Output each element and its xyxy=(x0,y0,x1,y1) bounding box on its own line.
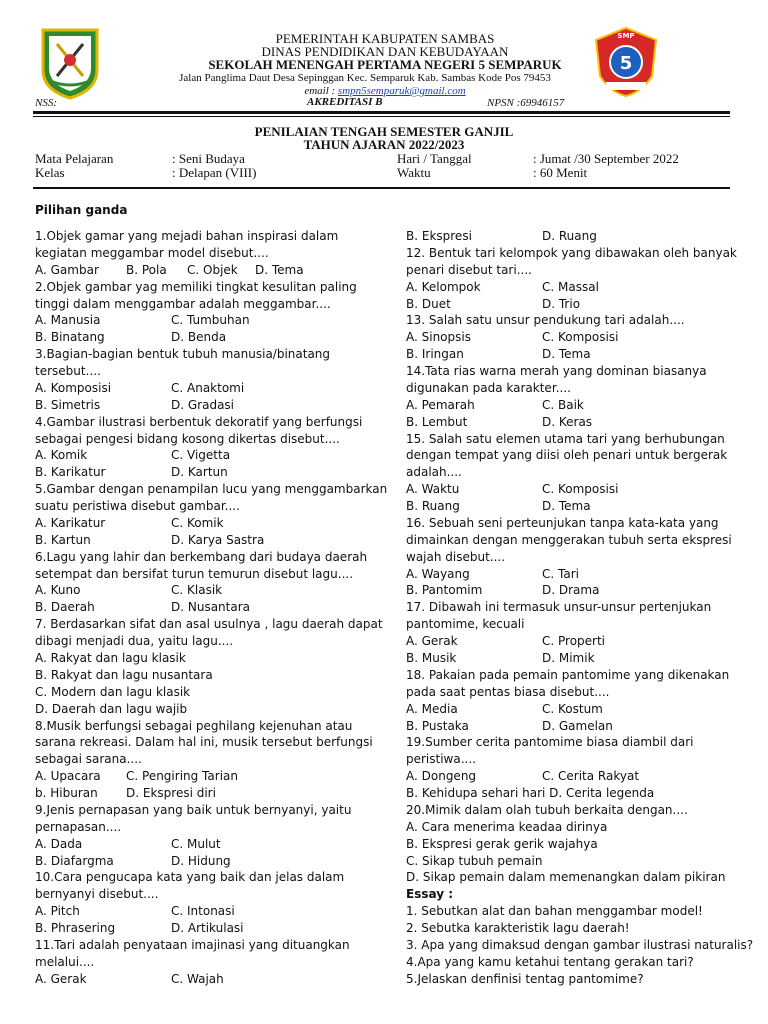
question-text: pada saat pentas biasa disebut.... xyxy=(406,684,610,699)
answer-option: C. Mulut xyxy=(171,836,221,851)
question-text: B. Kehidupa sehari hari D. Cerita legenda xyxy=(406,786,655,801)
answer-option: B. Duet xyxy=(406,296,451,311)
question-text: digunakan pada karakter.... xyxy=(406,380,571,395)
answer-option: B. Ekspresi xyxy=(406,229,472,243)
section-title: Pilihan ganda xyxy=(35,203,128,217)
answer-option: B. Binatang xyxy=(35,330,105,345)
answer-option: B. Karikatur xyxy=(35,465,106,480)
question-text: C. Sikap tubuh pemain xyxy=(406,853,543,868)
answer-option: B. Pantomim xyxy=(406,583,483,598)
question-text: pernapasan.... xyxy=(35,819,122,834)
question-text: A. Rakyat dan lagu klasik xyxy=(35,651,186,665)
answer-option: C. Tumbuhan xyxy=(171,313,250,328)
answer-option: C. Komposisi xyxy=(542,482,619,497)
question-text: 8.Musik berfungsi sebagai peghilang kejenuhan atau xyxy=(35,718,353,733)
question-text: 15. Salah satu elemen utama tari yang berhubungan xyxy=(406,431,725,446)
question-text: dimainkan dengan menggerakan tubuh serta ekspresi xyxy=(406,532,732,547)
exam-title: PENILAIAN TENGAH SEMESTER GANJIL xyxy=(254,124,514,139)
email-link[interactable]: smpn5semparuk@gmail.com xyxy=(337,85,466,97)
class-label: Kelas xyxy=(35,165,65,180)
question-text: 18. Pakaian pada pemain pantomime yang dikenakan xyxy=(406,667,730,682)
question-text: wajah disebut.... xyxy=(406,549,506,564)
nss-label: NSS: xyxy=(35,97,57,109)
question-text: 2. Sebutka karakteristik lagu daerah! xyxy=(406,921,630,936)
question-text: 4.Gambar ilustrasi berbentuk dekoratif yang berfungsi xyxy=(35,414,363,429)
answer-option: A. Media xyxy=(406,701,458,716)
answer-option: A. Pitch xyxy=(35,904,80,919)
question-text: C. Modern dan lagu klasik xyxy=(35,684,191,699)
question-text: B. Rakyat dan lagu nusantara xyxy=(35,667,213,682)
question-text: 13. Salah satu unsur pendukung tari adalah.... xyxy=(406,313,685,328)
answer-option: C. Klasik xyxy=(171,583,223,598)
answer-option: C. Properti xyxy=(542,634,606,649)
time-value: : 60 Menit xyxy=(533,165,588,180)
header-divider-thin xyxy=(33,116,730,117)
question-text: D. Daerah dan lagu wajib xyxy=(35,701,188,716)
answer-option: A. Dongeng xyxy=(406,769,477,784)
header-address: Jalan Panglima Daut Desa Sepinggan Kec. Semparuk Kab. Sambas Kode Pos 79453 xyxy=(179,72,551,84)
svg-text:SMP: SMP xyxy=(617,32,635,40)
answer-option: C. Massal xyxy=(542,279,599,294)
answer-option: B. Ruang xyxy=(406,499,460,514)
header-line-2: DINAS PENDIDIKAN DAN KEBUDAYAAN xyxy=(261,44,509,59)
answer-option: C. Kostum xyxy=(542,701,603,716)
question-text: 19.Sumber cerita pantomime biasa diambil dari xyxy=(406,735,694,750)
question-text: adalah.... xyxy=(406,465,462,480)
question-text: setempat dan bersifat turun temurun disebut lagu.... xyxy=(35,566,354,581)
header-school-name: SEKOLAH MENENGAH PERTAMA NEGERI 5 SEMPARUK xyxy=(208,57,562,72)
answer-option: A. Manusia xyxy=(35,313,101,328)
question-text: 20.Mimik dalam olah tubuh berkaita dengan.... xyxy=(406,802,688,817)
answer-option: B. Phrasering xyxy=(35,921,116,936)
answer-option: b. Hiburan xyxy=(35,786,98,801)
answer-option: B. Simetris xyxy=(35,397,101,412)
answer-option: C. Intonasi xyxy=(171,904,235,919)
question-text: 5.Jelaskan denfinisi tentag pantomime? xyxy=(406,971,644,986)
question-text: 9.Jenis pernapasan yang baik untuk bernyanyi, yaitu xyxy=(35,802,352,817)
question-text: bernyanyi disebut.... xyxy=(35,887,159,902)
answer-option: D. Kartun xyxy=(171,465,228,480)
answer-option: D. Ekspresi diri xyxy=(126,786,216,801)
answer-option: B. Musik xyxy=(406,651,457,665)
question-text: 6.Lagu yang lahir dan berkembang dari budaya daerah xyxy=(35,549,368,564)
question-text: 14.Tata rias warna merah yang dominan biasanya xyxy=(406,364,707,379)
answer-option: C. Anaktomi xyxy=(171,380,245,395)
answer-option: D. Tema xyxy=(542,347,591,362)
answer-option: B. Daerah xyxy=(35,600,95,615)
header-divider-thick xyxy=(33,111,730,114)
header-line-1: PEMERINTAH KABUPATEN SAMBAS xyxy=(275,31,495,46)
question-text: 3.Bagian-bagian bentuk tubuh manusia/binatang xyxy=(35,347,331,362)
answer-option: C. Komik xyxy=(171,515,224,530)
question-text: 17. Dibawah ini termasuk unsur-unsur pertenjukan xyxy=(406,600,712,615)
answer-option: D. Mimik xyxy=(542,651,595,665)
left-logo xyxy=(39,26,101,100)
question-text: dengan tempat yang diisi oleh penari untuk bergerak xyxy=(406,448,728,463)
question-text: kegiatan meggambar model disebut.... xyxy=(35,245,269,260)
question-text: 1. Sebutkan alat dan bahan menggambar model! xyxy=(406,904,703,919)
akreditasi-label: AKREDITASI B xyxy=(307,96,383,108)
answer-option: D. Keras xyxy=(542,414,593,429)
answer-option: D. Artikulasi xyxy=(171,921,244,936)
answer-option: A. Karikatur xyxy=(35,515,106,530)
answer-option: A. Kelompok xyxy=(406,279,481,294)
answer-option: D. Gamelan xyxy=(542,718,613,733)
question-text: penari disebut tari.... xyxy=(406,262,532,277)
answer-option: C. Cerita Rakyat xyxy=(542,769,640,784)
question-text: melalui.... xyxy=(35,954,95,969)
subject-label: Mata Pelajaran xyxy=(35,151,114,166)
question-text: 11.Tari adalah penyataan imajinasi yang dituangkan xyxy=(35,937,350,952)
time-label: Waktu xyxy=(397,165,431,180)
answer-option: D. Nusantara xyxy=(171,600,251,615)
answer-option: D. Karya Sastra xyxy=(171,532,265,547)
question-text: A. Cara menerima keadaa dirinya xyxy=(406,819,608,834)
answer-option: A. Kuno xyxy=(35,583,81,598)
question-text: 5.Gambar dengan penampilan lucu yang menggambarkan xyxy=(35,482,388,497)
answer-option: C. Objek xyxy=(187,262,238,277)
answer-option: C. Wajah xyxy=(171,971,224,986)
answer-option: D. Tema xyxy=(542,499,591,514)
question-text: pantomime, kecuali xyxy=(406,617,525,632)
question-text: 3. Apa yang dimaksud dengan gambar ilustrasi naturalis? xyxy=(406,937,754,952)
question-text: suatu peristiwa disebut gambar.... xyxy=(35,499,240,514)
day-value: : Jumat /30 September 2022 xyxy=(533,151,679,166)
info-divider xyxy=(33,187,730,189)
question-text: peristiwa.... xyxy=(406,752,476,767)
subject-value: : Seni Budaya xyxy=(172,151,245,166)
answer-option: A. Gambar xyxy=(35,262,99,277)
regency-emblem-icon xyxy=(39,26,101,100)
answer-option: C. Baik xyxy=(542,397,584,412)
answer-option: C. Vigetta xyxy=(171,448,231,463)
answer-option: D. Trio xyxy=(542,296,581,311)
answer-option: D. Drama xyxy=(542,583,600,598)
answer-option: A. Gerak xyxy=(406,634,458,649)
answer-option: B. Iringan xyxy=(406,347,464,362)
question-text: dibagi menjadi dua, yaitu lagu.... xyxy=(35,634,234,649)
question-text: 7. Berdasarkan sifat dan asal usulnya , lagu daerah dapat xyxy=(35,617,383,632)
answer-option: B. Diafargma xyxy=(35,853,114,868)
question-text: B. Ekspresi gerak gerik wajahya xyxy=(406,836,598,851)
answer-option: B. Pustaka xyxy=(406,718,469,733)
answer-option: B. Pola xyxy=(126,262,167,277)
svg-text:5: 5 xyxy=(619,53,633,74)
question-text: 10.Cara pengucapa kata yang baik dan jelas dalam xyxy=(35,870,345,885)
npsn-label: NPSN :69946157 xyxy=(487,97,565,109)
answer-option: A. Komik xyxy=(35,448,88,463)
day-label: Hari / Tanggal xyxy=(397,151,472,166)
answer-option: C. Komposisi xyxy=(542,330,619,345)
answer-option: A. Wayang xyxy=(406,566,470,581)
question-text: D. Sikap pemain dalam memenangkan dalam pikiran xyxy=(406,870,726,885)
question-text: sarana rekreasi. Dalam hal ini, musik tersebut berfungsi xyxy=(35,735,373,750)
exam-year: TAHUN AJARAN 2022/2023 xyxy=(303,137,465,152)
answer-option: C. Pengiring Tarian xyxy=(126,769,238,784)
answer-option: D. Tema xyxy=(255,262,304,277)
answer-option: C. Tari xyxy=(542,566,579,581)
question-text: 16. Sebuah seni perteunjukan tanpa kata-kata yang xyxy=(406,515,719,530)
question-text: tinggi dalam menggambar adalah meggambar.... xyxy=(35,296,331,311)
answer-option: D. Ruang xyxy=(542,229,597,243)
essay-heading: Essay : xyxy=(406,887,454,902)
answer-option: A. Komposisi xyxy=(35,380,112,395)
answer-option: A. Gerak xyxy=(35,971,87,986)
class-value: : Delapan (VIII) xyxy=(172,165,257,180)
answer-option: A. Waktu xyxy=(406,482,460,497)
question-text: sebagai sarana.... xyxy=(35,752,142,767)
email-label: email : xyxy=(304,85,338,97)
answer-option: A. Dada xyxy=(35,836,83,851)
answer-option: D. Gradasi xyxy=(171,397,235,412)
question-text: 1.Objek gamar yang mejadi bahan inspirasi dalam xyxy=(35,229,339,243)
question-text: tersebut.... xyxy=(35,364,101,379)
answer-option: A. Sinopsis xyxy=(406,330,471,345)
question-text: sebagai pengesi bidang kosong dikertas disebut.... xyxy=(35,431,340,446)
answer-option: B. Kartun xyxy=(35,532,91,547)
question-text: 2.Objek gambar yag memiliki tingkat kesulitan paling xyxy=(35,279,357,294)
answer-option: D. Benda xyxy=(171,330,227,345)
answer-option: B. Lembut xyxy=(406,414,468,429)
question-text: 4.Apa yang kamu ketahui tentang gerakan tari? xyxy=(406,954,694,969)
answer-option: A. Pemarah xyxy=(406,397,475,412)
answer-option: D. Hidung xyxy=(171,853,231,868)
question-text: 12. Bentuk tari kelompok yang dibawakan oleh banyak xyxy=(406,245,737,260)
answer-option: A. Upacara xyxy=(35,769,101,784)
